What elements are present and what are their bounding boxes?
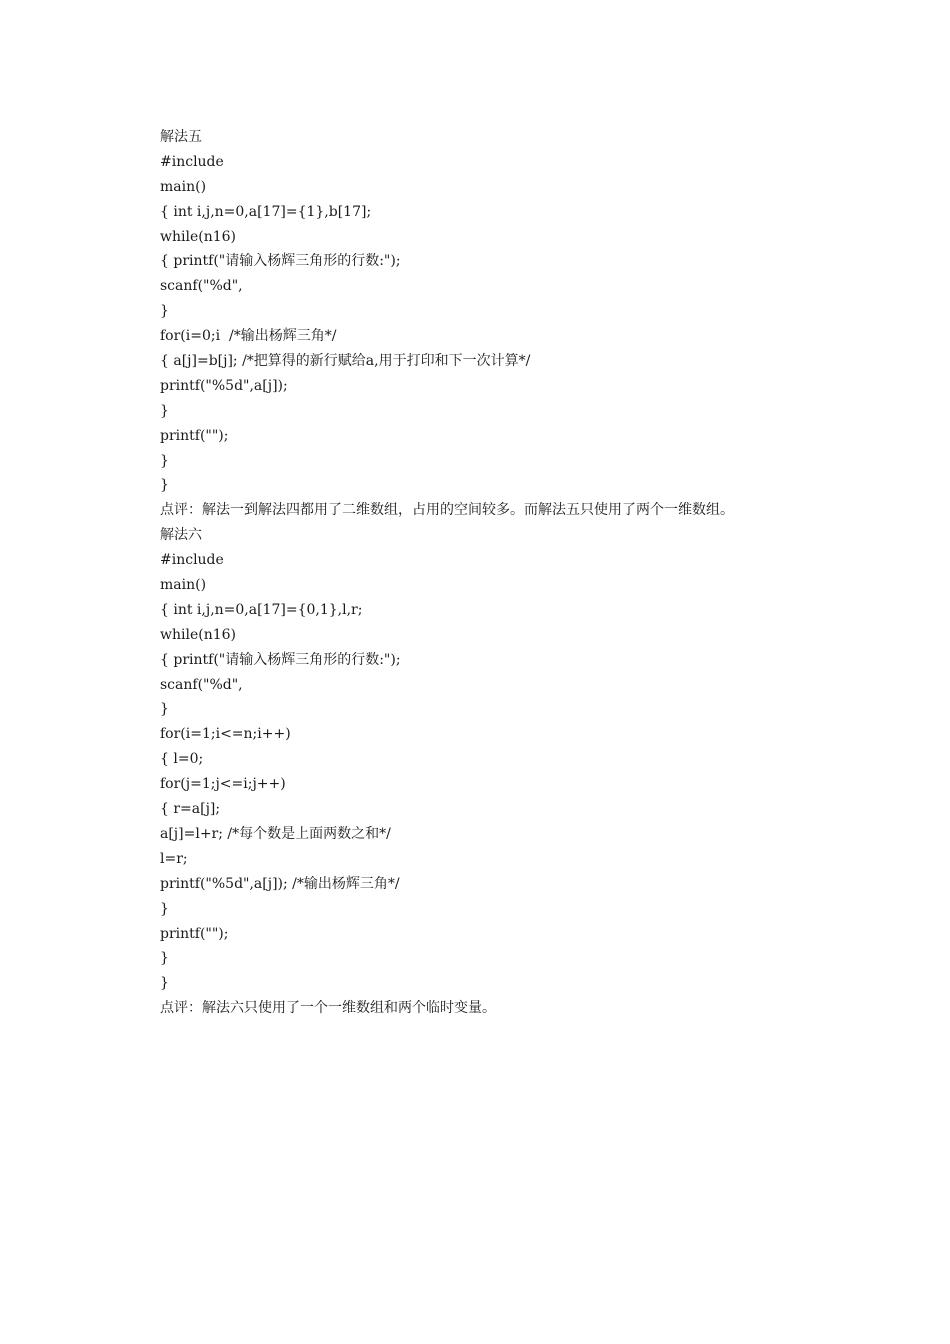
- code-line: printf("");: [160, 427, 229, 444]
- code-line: main(): [160, 577, 207, 594]
- code-line: #include: [160, 153, 224, 170]
- code-line: a[j]=l+r; /*每个数是上面两数之和*/: [160, 825, 391, 842]
- code-line: { r=a[j];: [160, 801, 221, 818]
- section-heading: 解法五: [160, 129, 202, 145]
- code-line: }: [160, 303, 169, 320]
- code-line: main(): [160, 178, 207, 195]
- code-line: { int i,j,n=0,a[17]={1},b[17];: [160, 203, 372, 220]
- code-line: scanf("%d",: [160, 676, 243, 693]
- code-line: { printf("请输入杨辉三角形的行数:");: [160, 651, 401, 668]
- code-line: { int i,j,n=0,a[17]={0,1},l,r;: [160, 601, 363, 618]
- code-line: printf("%5d",a[j]); /*输出杨辉三角*/: [160, 875, 400, 892]
- code-line: while(n16): [160, 228, 236, 245]
- code-line: while(n16): [160, 626, 236, 643]
- code-line: }: [160, 452, 169, 469]
- code-line: }: [160, 900, 169, 917]
- code-line: for(i=0;i /*输出杨辉三角*/: [160, 328, 337, 345]
- section-heading: 解法六: [160, 527, 202, 544]
- code-line: }: [160, 701, 169, 718]
- code-line: l=r;: [160, 850, 188, 867]
- code-line: for(i=1;i<=n;i++): [160, 726, 291, 743]
- code-line: for(j=1;j<=i;j++): [160, 776, 286, 793]
- comment-paragraph: 点评：解法一到解法四都用了二维数组，占用的空间较多。而解法五只使用了两个一维数组。: [160, 502, 734, 519]
- code-line: #include: [160, 552, 224, 569]
- code-line: }: [160, 975, 169, 992]
- code-line: { a[j]=b[j]; /*把算得的新行赋给a,用于打印和下一次计算*/: [160, 353, 531, 370]
- code-line: }: [160, 477, 169, 494]
- code-line: scanf("%d",: [160, 278, 243, 295]
- code-line: printf("%5d",a[j]);: [160, 377, 288, 394]
- comment-paragraph: 点评：解法六只使用了一个一维数组和两个临时变量。: [160, 1000, 496, 1017]
- code-line: }: [160, 402, 169, 419]
- document-page: [160, 125, 920, 1021]
- code-line: { printf("请输入杨辉三角形的行数:");: [160, 253, 401, 270]
- code-line: printf("");: [160, 925, 229, 942]
- code-line: }: [160, 950, 169, 967]
- code-line: { l=0;: [160, 751, 204, 768]
